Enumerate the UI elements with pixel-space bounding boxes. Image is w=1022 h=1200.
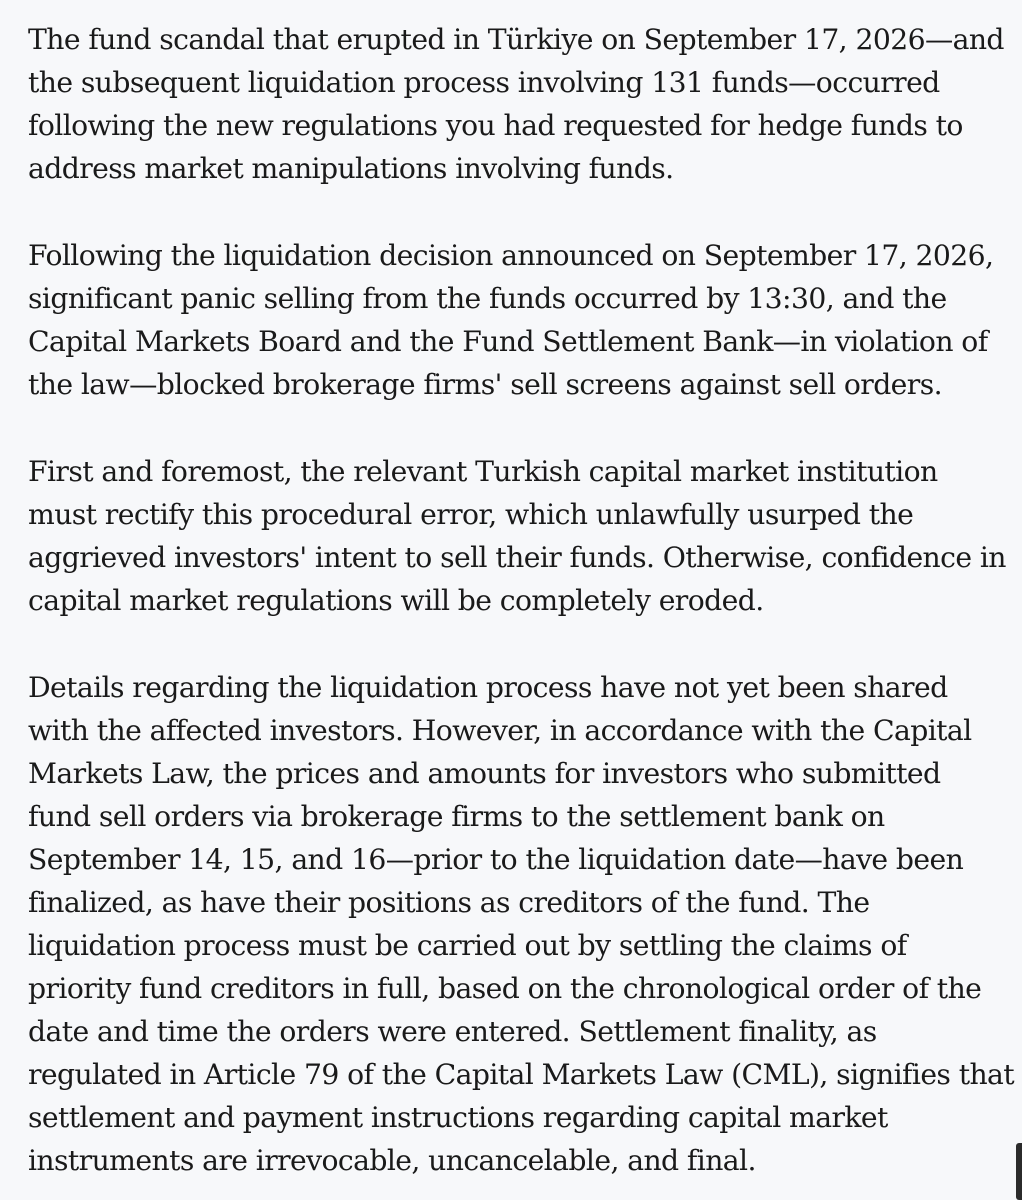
text-line: Markets Law, the prices and amounts for investors who submitted [28,757,941,790]
text-line: settlement and payment instructions regarding capital market [28,1101,888,1134]
text-line: First and foremost, the relevant Turkish capital market institution [28,455,938,488]
text-line: must rectify this procedural error, which unlawfully usurped the [28,498,914,531]
scrollbar-thumb[interactable] [1016,1143,1022,1200]
text-line: significant panic selling from the funds occurred by 13:30, and the [28,282,947,315]
text-line: date and time the orders were entered. Settlement finality, as [28,1015,877,1048]
text-line: Details regarding the liquidation process have not yet been shared [28,671,948,704]
paragraph-3 [28,450,1016,622]
text-line: priority fund creditors in full, based on the chronological order of the [28,972,982,1005]
text-line: fund sell orders via brokerage firms to the settlement bank on [28,800,885,833]
text-line: instruments are irrevocable, uncancelable, and final. [28,1144,756,1177]
text-line: following the new regulations you had requested for hedge funds to [28,109,963,142]
paragraph-4 [28,666,1016,1182]
text-line: the law—blocked brokerage firms' sell screens against sell orders. [28,368,942,401]
text-line: The fund scandal that erupted in Türkiye on September 17, 2026—and [28,23,1004,56]
text-line: liquidation process must be carried out by settling the claims of [28,929,907,962]
text-line: address market manipulations involving funds. [28,152,674,185]
text-line: aggrieved investors' intent to sell their funds. Otherwise, confidence in [28,541,1006,574]
text-line: capital market regulations will be completely eroded. [28,584,764,617]
text-line: regulated in Article 79 of the Capital Markets Law (CML), signifies that [28,1058,1015,1091]
text-line: with the affected investors. However, in accordance with the Capital [28,714,972,747]
paragraph-2 [28,234,1016,406]
paragraph-1 [28,18,1016,190]
text-line: Capital Markets Board and the Fund Settlement Bank—in violation of [28,325,988,358]
text-line: September 14, 15, and 16—prior to the liquidation date—have been [28,843,964,876]
text-line: the subsequent liquidation process involving 131 funds—occurred [28,66,940,99]
text-line: Following the liquidation decision announced on September 17, 2026, [28,239,994,272]
text-line: finalized, as have their positions as creditors of the fund. The [28,886,870,919]
